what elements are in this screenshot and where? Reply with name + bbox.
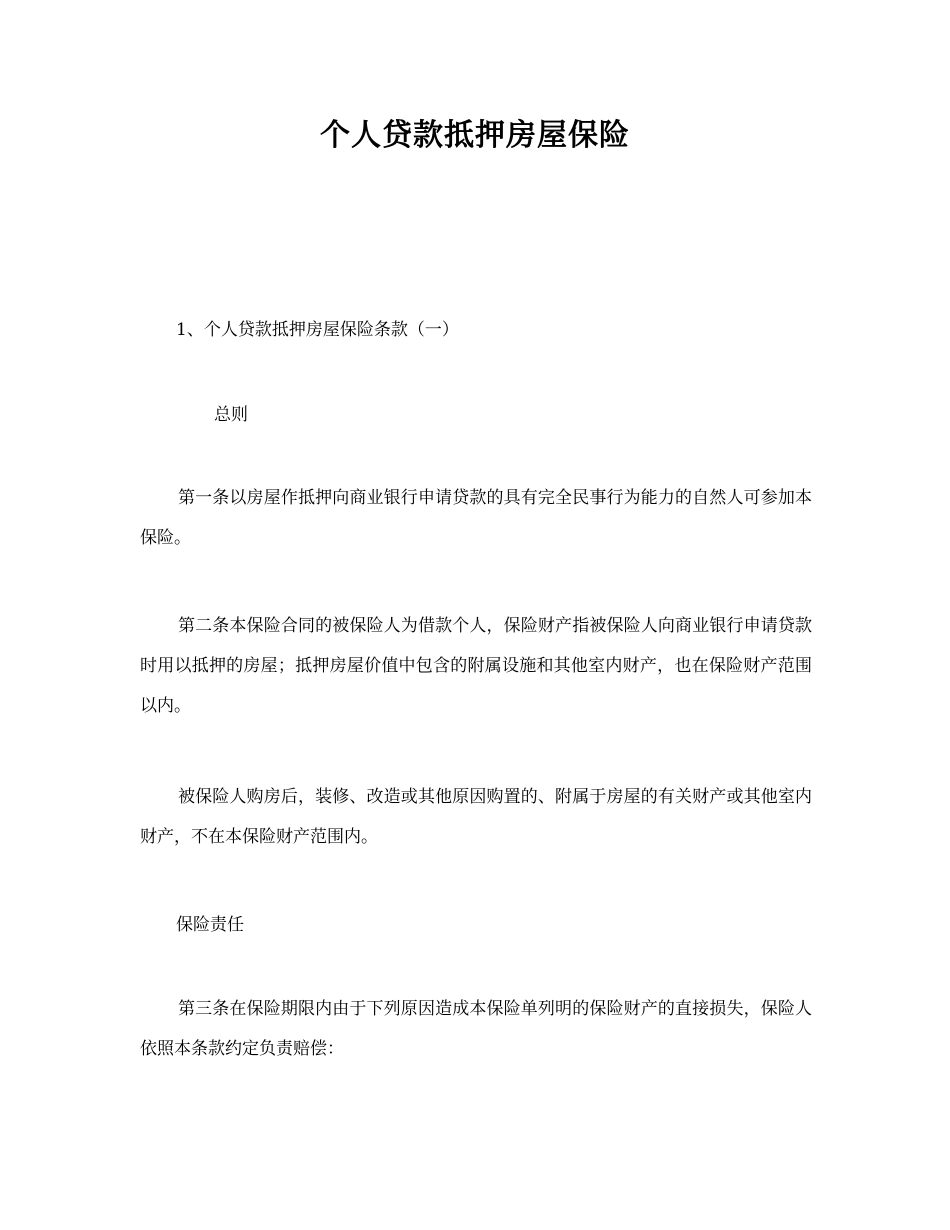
clause-heading: 1、个人贷款抵押房屋保险条款（一） xyxy=(176,320,459,340)
article-2-paragraph: 第二条本保险合同的被保险人为借款个人，保险财产指被保险人向商业银行申请贷款时用以抵押的房屋；抵押房屋价值中包含的附属设施和其他室内财产，也在保险财产范围以内。 xyxy=(140,616,812,716)
article-3-paragraph: 第三条在保险期限内由于下列原因造成本保险单列明的保险财产的直接损失，保险人依照本条款约定负责赔偿： xyxy=(140,999,812,1059)
section-heading-liability: 保险责任 xyxy=(176,915,244,935)
article-2-note-paragraph: 被保险人购房后，装修、改造或其他原因购置的、附属于房屋的有关财产或其他室内财产，不在本保险财产范围内。 xyxy=(140,787,812,847)
section-heading-general: 总则 xyxy=(214,405,248,425)
document-title: 个人贷款抵押房屋保险 xyxy=(320,118,630,153)
article-1-paragraph: 第一条以房屋作抵押向商业银行申请贷款的具有完全民事行为能力的自然人可参加本保险。 xyxy=(140,488,812,548)
